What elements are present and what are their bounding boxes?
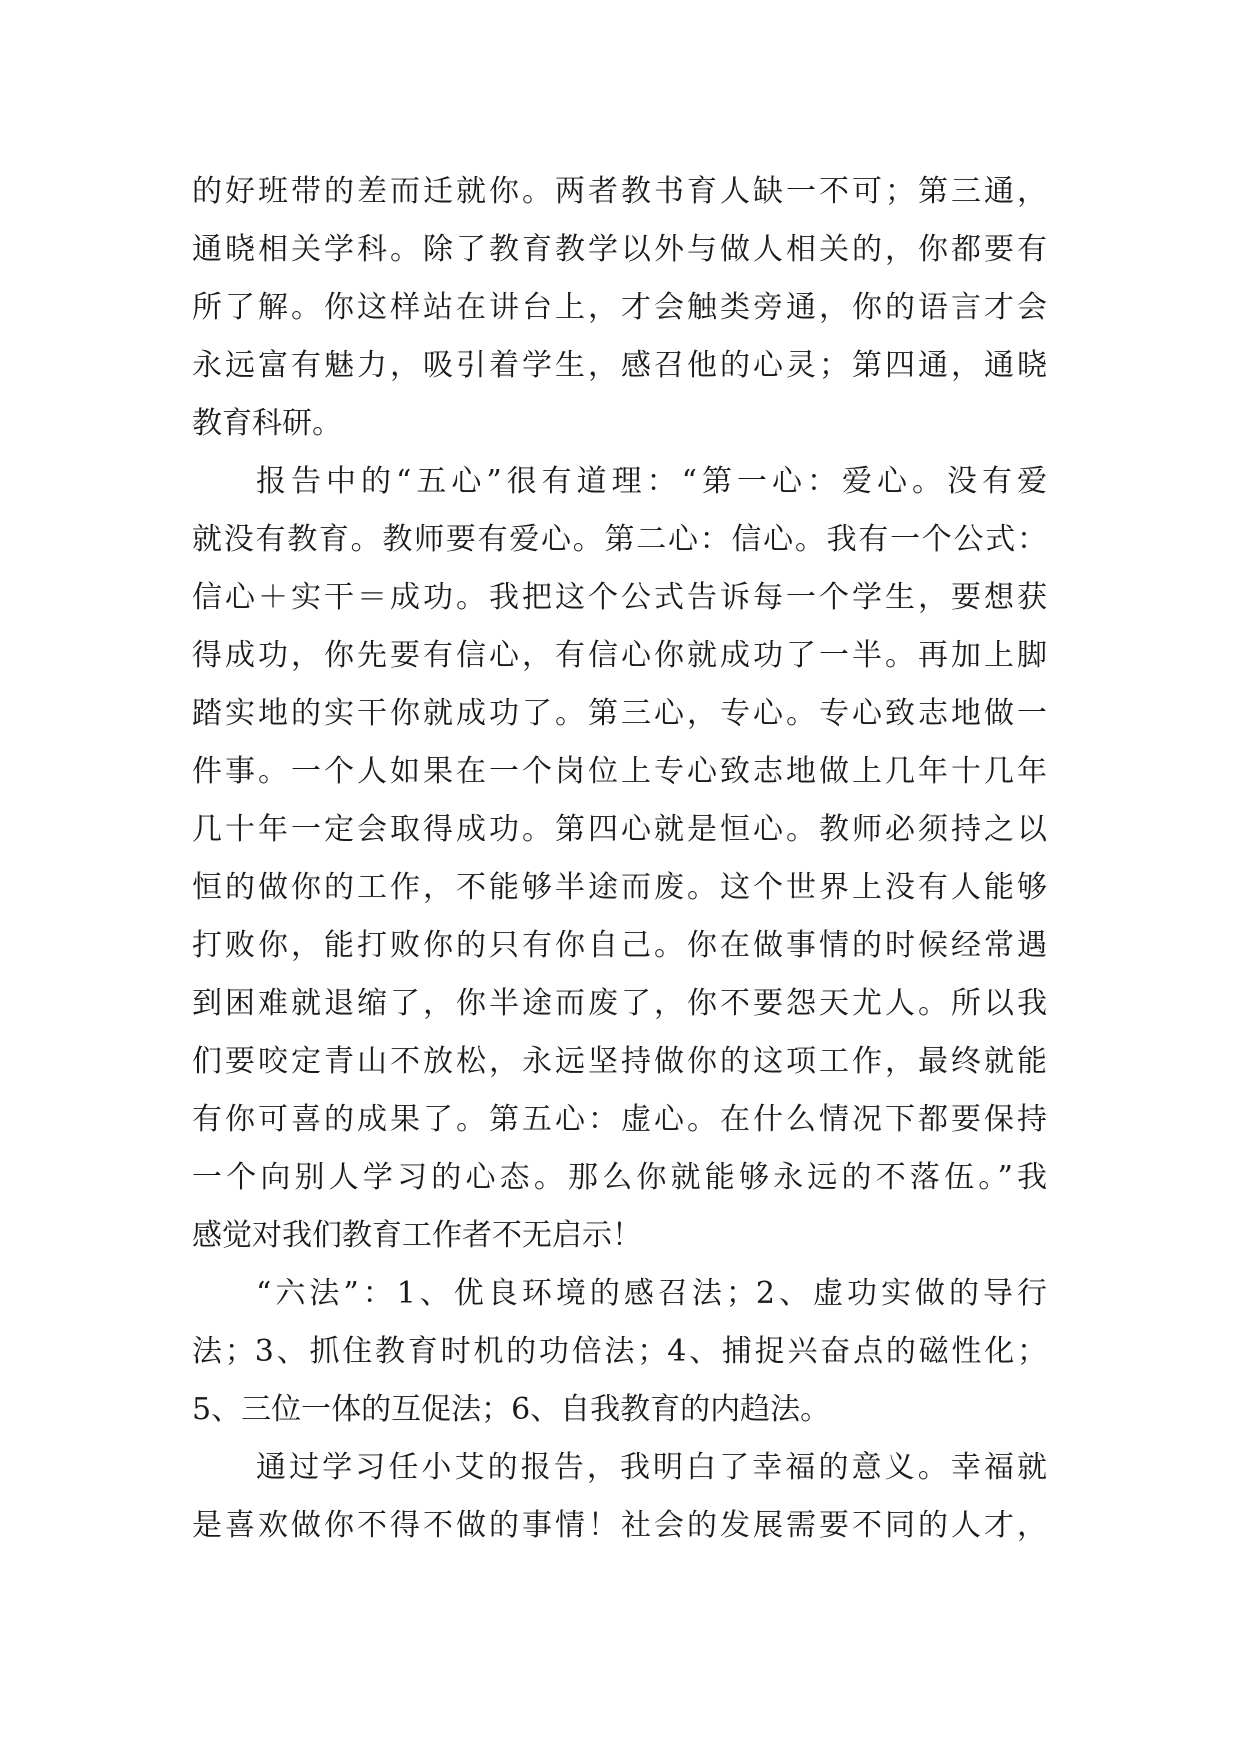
text-line: 几十年一定会取得成功。第四心就是恒心。教师必须持之以 bbox=[192, 812, 1047, 847]
text-line: 到困难就退缩了，你半途而废了，你不要怨天尤人。所以我 bbox=[192, 986, 1047, 1021]
text-line: 感觉对我们教育工作者不无启示！ bbox=[192, 1218, 642, 1253]
text-line: 通晓相关学科。除了教育教学以外与做人相关的，你都要有 bbox=[192, 232, 1047, 267]
paragraph-first-line: 报告中的“五心”很有道理：“第一心：爱心。没有爱 bbox=[256, 464, 1047, 499]
text-line: 是喜欢做你不得不做的事情！社会的发展需要不同的人才， bbox=[192, 1508, 1047, 1543]
text-line: 得成功，你先要有信心，有信心你就成功了一半。再加上脚 bbox=[192, 638, 1047, 673]
text-line: 的好班带的差而迁就你。两者教书育人缺一不可；第三通， bbox=[192, 174, 1047, 209]
body-text bbox=[192, 163, 1047, 1555]
paragraph-first-line: 通过学习任小艾的报告，我明白了幸福的意义。幸福就 bbox=[256, 1450, 1047, 1485]
text-line: 们要咬定青山不放松，永远坚持做你的这项工作，最终就能 bbox=[192, 1044, 1047, 1079]
text-line: 所了解。你这样站在讲台上，才会触类旁通，你的语言才会 bbox=[192, 290, 1047, 325]
text-line: 法；3、抓住教育时机的功倍法；4、捕捉兴奋点的磁性化； bbox=[192, 1334, 1047, 1369]
text-line: 恒的做你的工作，不能够半途而废。这个世界上没有人能够 bbox=[192, 870, 1047, 905]
text-line: 踏实地的实干你就成功了。第三心，专心。专心致志地做一 bbox=[192, 696, 1047, 731]
text-line: 信心＋实干＝成功。我把这个公式告诉每一个学生，要想获 bbox=[192, 580, 1047, 615]
text-line: 教育科研。 bbox=[192, 406, 342, 441]
paragraph-first-line: “六法”：1、优良环境的感召法；2、虚功实做的导行 bbox=[256, 1276, 1047, 1311]
text-line: 打败你，能打败你的只有你自己。你在做事情的时候经常遇 bbox=[192, 928, 1047, 963]
text-line: 就没有教育。教师要有爱心。第二心：信心。我有一个公式： bbox=[192, 522, 1047, 557]
text-line: 一个向别人学习的心态。那么你就能够永远的不落伍。”我 bbox=[192, 1160, 1047, 1195]
text-line: 5、三位一体的互促法；6、自我教育的内趋法。 bbox=[192, 1392, 831, 1427]
text-line: 件事。一个人如果在一个岗位上专心致志地做上几年十几年 bbox=[192, 754, 1047, 789]
text-line: 永远富有魅力，吸引着学生，感召他的心灵；第四通，通晓 bbox=[192, 348, 1047, 383]
text-line: 有你可喜的成果了。第五心：虚心。在什么情况下都要保持 bbox=[192, 1102, 1047, 1137]
